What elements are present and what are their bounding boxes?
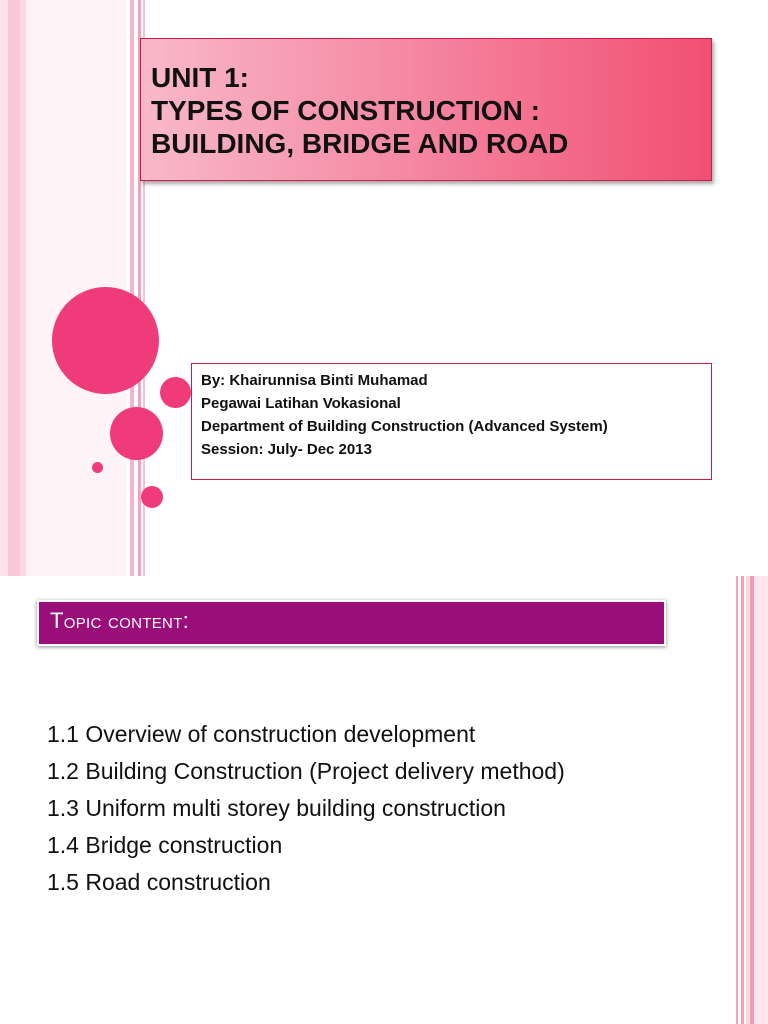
- decorative-circle-medium: [110, 407, 163, 460]
- topic-item-1-4: 1.4 Bridge construction: [47, 832, 283, 858]
- topic-heading-box: [37, 600, 666, 646]
- title-line-types: TYPES OF CONSTRUCTION :: [151, 95, 540, 126]
- author-name: By: Khairunnisa Binti Muhamad: [201, 372, 428, 389]
- topic-heading: Topic content:: [50, 608, 190, 633]
- author-position: Pegawai Latihan Vokasional: [201, 395, 401, 412]
- topic-item-1-1: 1.1 Overview of construction development: [47, 721, 476, 747]
- topic-item-1-3: 1.3 Uniform multi storey building construction: [47, 795, 506, 821]
- decorative-circle-small: [141, 486, 163, 508]
- topic-item-1-5: 1.5 Road construction: [47, 869, 271, 895]
- title-line-subjects: BUILDING, BRIDGE AND ROAD: [151, 128, 569, 159]
- decorative-circle-small: [160, 377, 191, 408]
- author-info-box: [191, 363, 712, 480]
- topic-item-1-2: 1.2 Building Construction (Project delivery method): [47, 758, 565, 784]
- topic-list: [47, 716, 565, 901]
- author-department: Department of Building Construction (Advanced System): [201, 418, 608, 435]
- session-info: Session: July- Dec 2013: [201, 441, 372, 458]
- decorative-circle-dot: [92, 462, 103, 473]
- title-box: [140, 38, 712, 181]
- decorative-circle-large: [52, 287, 159, 394]
- decorative-stripes-right: [736, 576, 768, 1024]
- title-line-unit: UNIT 1:: [151, 62, 249, 93]
- decorative-stripes-left: [0, 0, 150, 576]
- slide-topic-content: [0, 576, 768, 1024]
